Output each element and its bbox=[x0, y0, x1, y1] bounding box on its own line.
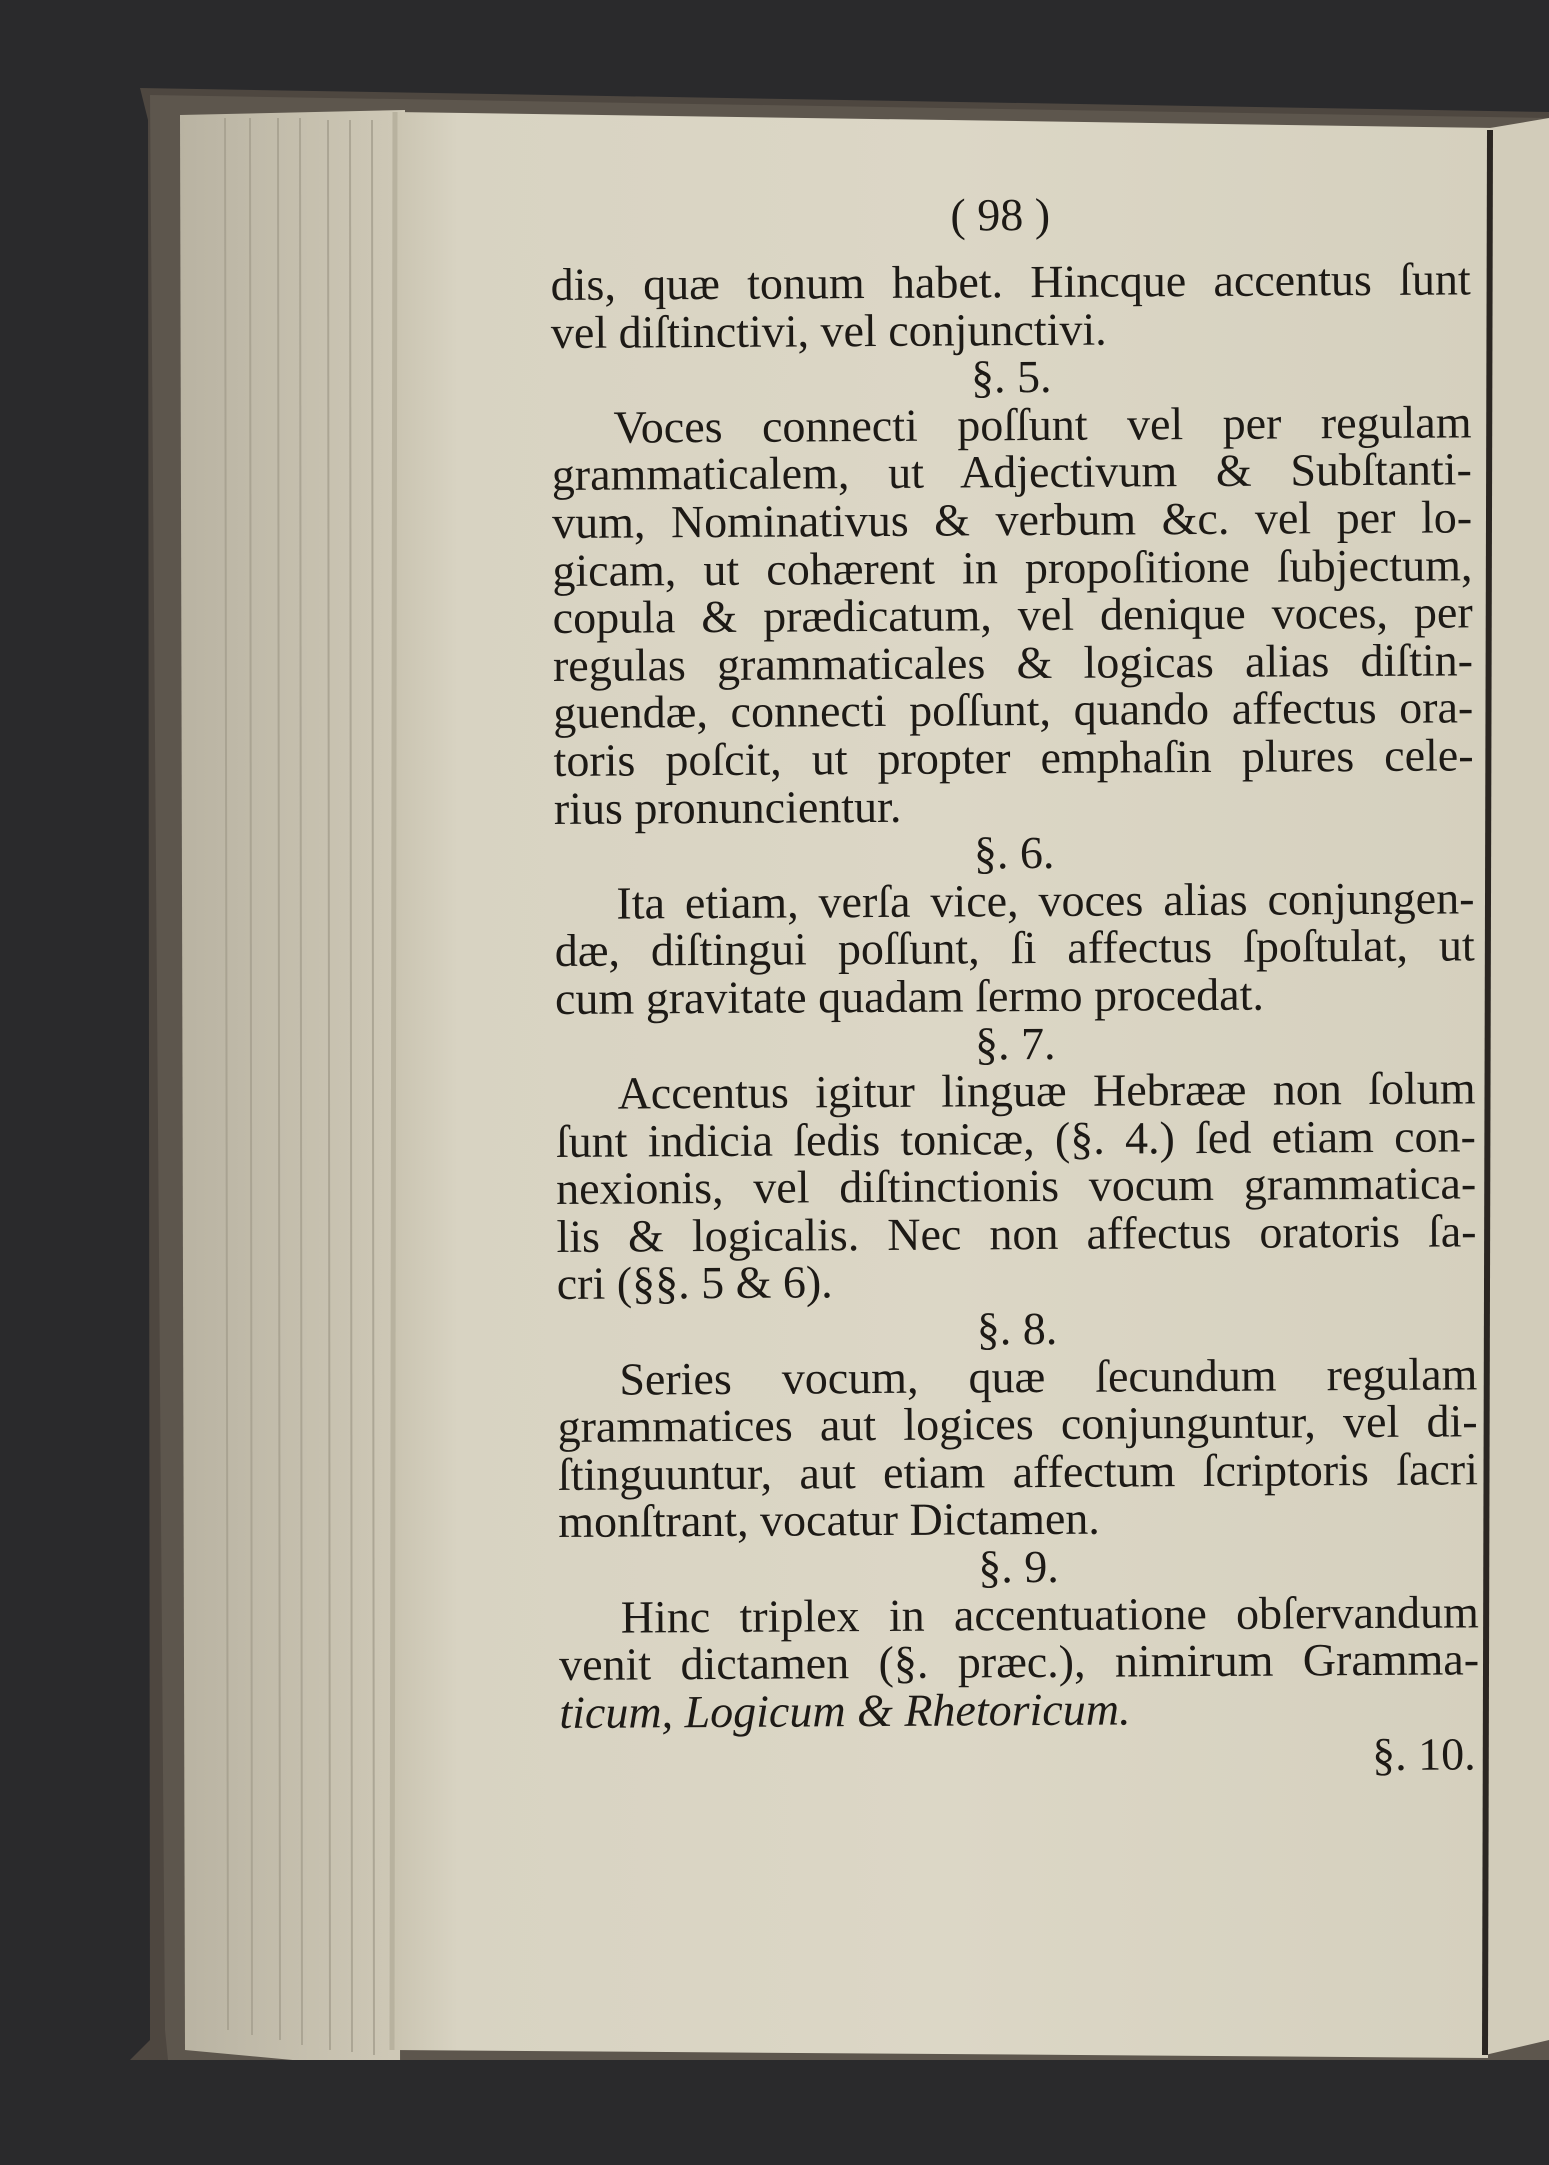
section-7 bbox=[555, 1017, 1477, 1308]
text-line: venit dictamen (§. præc.), nimirum Gramma- bbox=[558, 1633, 1480, 1691]
text-line: Accentus igitur linguæ Hebrææ non ſolum bbox=[617, 1062, 1476, 1119]
text-line: rius pronuncientur. bbox=[553, 780, 902, 834]
section-heading: §. 9. bbox=[978, 1540, 1059, 1593]
text-line: dis, quæ tonum habet. Hincque accentus ſunt bbox=[550, 253, 1471, 310]
text-line: grammaticalem, ut Adjectivum & Subſtanti- bbox=[551, 443, 1472, 501]
text-line: Hinc triplex in accentuatione obſervandum bbox=[620, 1585, 1479, 1643]
section-5 bbox=[551, 351, 1474, 833]
section-heading: §. 5. bbox=[970, 351, 1052, 403]
section-heading: §. 8. bbox=[976, 1302, 1058, 1355]
text-line: cum gravitate quadam ſermo procedat. bbox=[554, 968, 1265, 1024]
text-line: nexionis, vel diſtinctionis vocum grammatica- bbox=[556, 1157, 1477, 1215]
text-line: regulas grammaticales & logicas alias diſtin- bbox=[552, 634, 1474, 691]
text-line: ſunt indicia ſedis tonicæ, (§. 4.) ſed etiam con- bbox=[555, 1110, 1477, 1167]
section-9 bbox=[558, 1540, 1479, 1736]
section-8 bbox=[557, 1302, 1478, 1546]
text-line: ticum, Logicum & Rhetoricum. bbox=[559, 1683, 1131, 1738]
section-6 bbox=[554, 826, 1475, 1022]
text-line: vum, Nominativus & verbum &c. vel per lo- bbox=[551, 491, 1473, 548]
page-edges bbox=[180, 110, 405, 2070]
text-line: dæ, diſtingui poſſunt, ſi affectus ſpoſtulat, ut bbox=[554, 919, 1475, 977]
text-line: cri (§§. 5 & 6). bbox=[556, 1256, 833, 1310]
next-page bbox=[1485, 118, 1549, 2055]
text-line: vel diſtinctivi, vel conjunctivi. bbox=[550, 303, 1107, 358]
text-line: Voces connecti poſſunt vel per regulam bbox=[613, 396, 1472, 453]
text-line: grammatices aut logices conjunguntur, vel di- bbox=[557, 1395, 1478, 1453]
text-line: monſtrant, vocatur Dictamen. bbox=[558, 1493, 1100, 1548]
catchword: §. 10. bbox=[1372, 1728, 1476, 1781]
text-line: gicam, ut cohærent in propoſitione ſubjectum, bbox=[552, 538, 1473, 596]
text-line: copula & prædicatum, vel denique voces, per bbox=[552, 586, 1473, 644]
text-line: Ita etiam, verſa vice, voces alias conjungen- bbox=[616, 872, 1475, 929]
text-line: lis & logicalis. Nec non affectus oratoris ſa- bbox=[556, 1205, 1477, 1262]
section-heading: §. 7. bbox=[974, 1017, 1056, 1069]
text-line: ſtinguuntur, aut etiam affectum ſcriptoris ſacri bbox=[557, 1443, 1479, 1500]
text-line: toris poſcit, ut propter emphaſin plures cele- bbox=[553, 729, 1474, 786]
text-line: guendæ, connecti poſſunt, quando affectus ora- bbox=[553, 681, 1474, 739]
section-heading: §. 6. bbox=[973, 827, 1055, 879]
page-number: ( 98 ) bbox=[950, 188, 1051, 241]
text-line: Series vocum, quæ ſecundum regulam bbox=[619, 1348, 1478, 1405]
paragraph-continuation bbox=[551, 255, 1472, 356]
page-text bbox=[550, 169, 1480, 1784]
